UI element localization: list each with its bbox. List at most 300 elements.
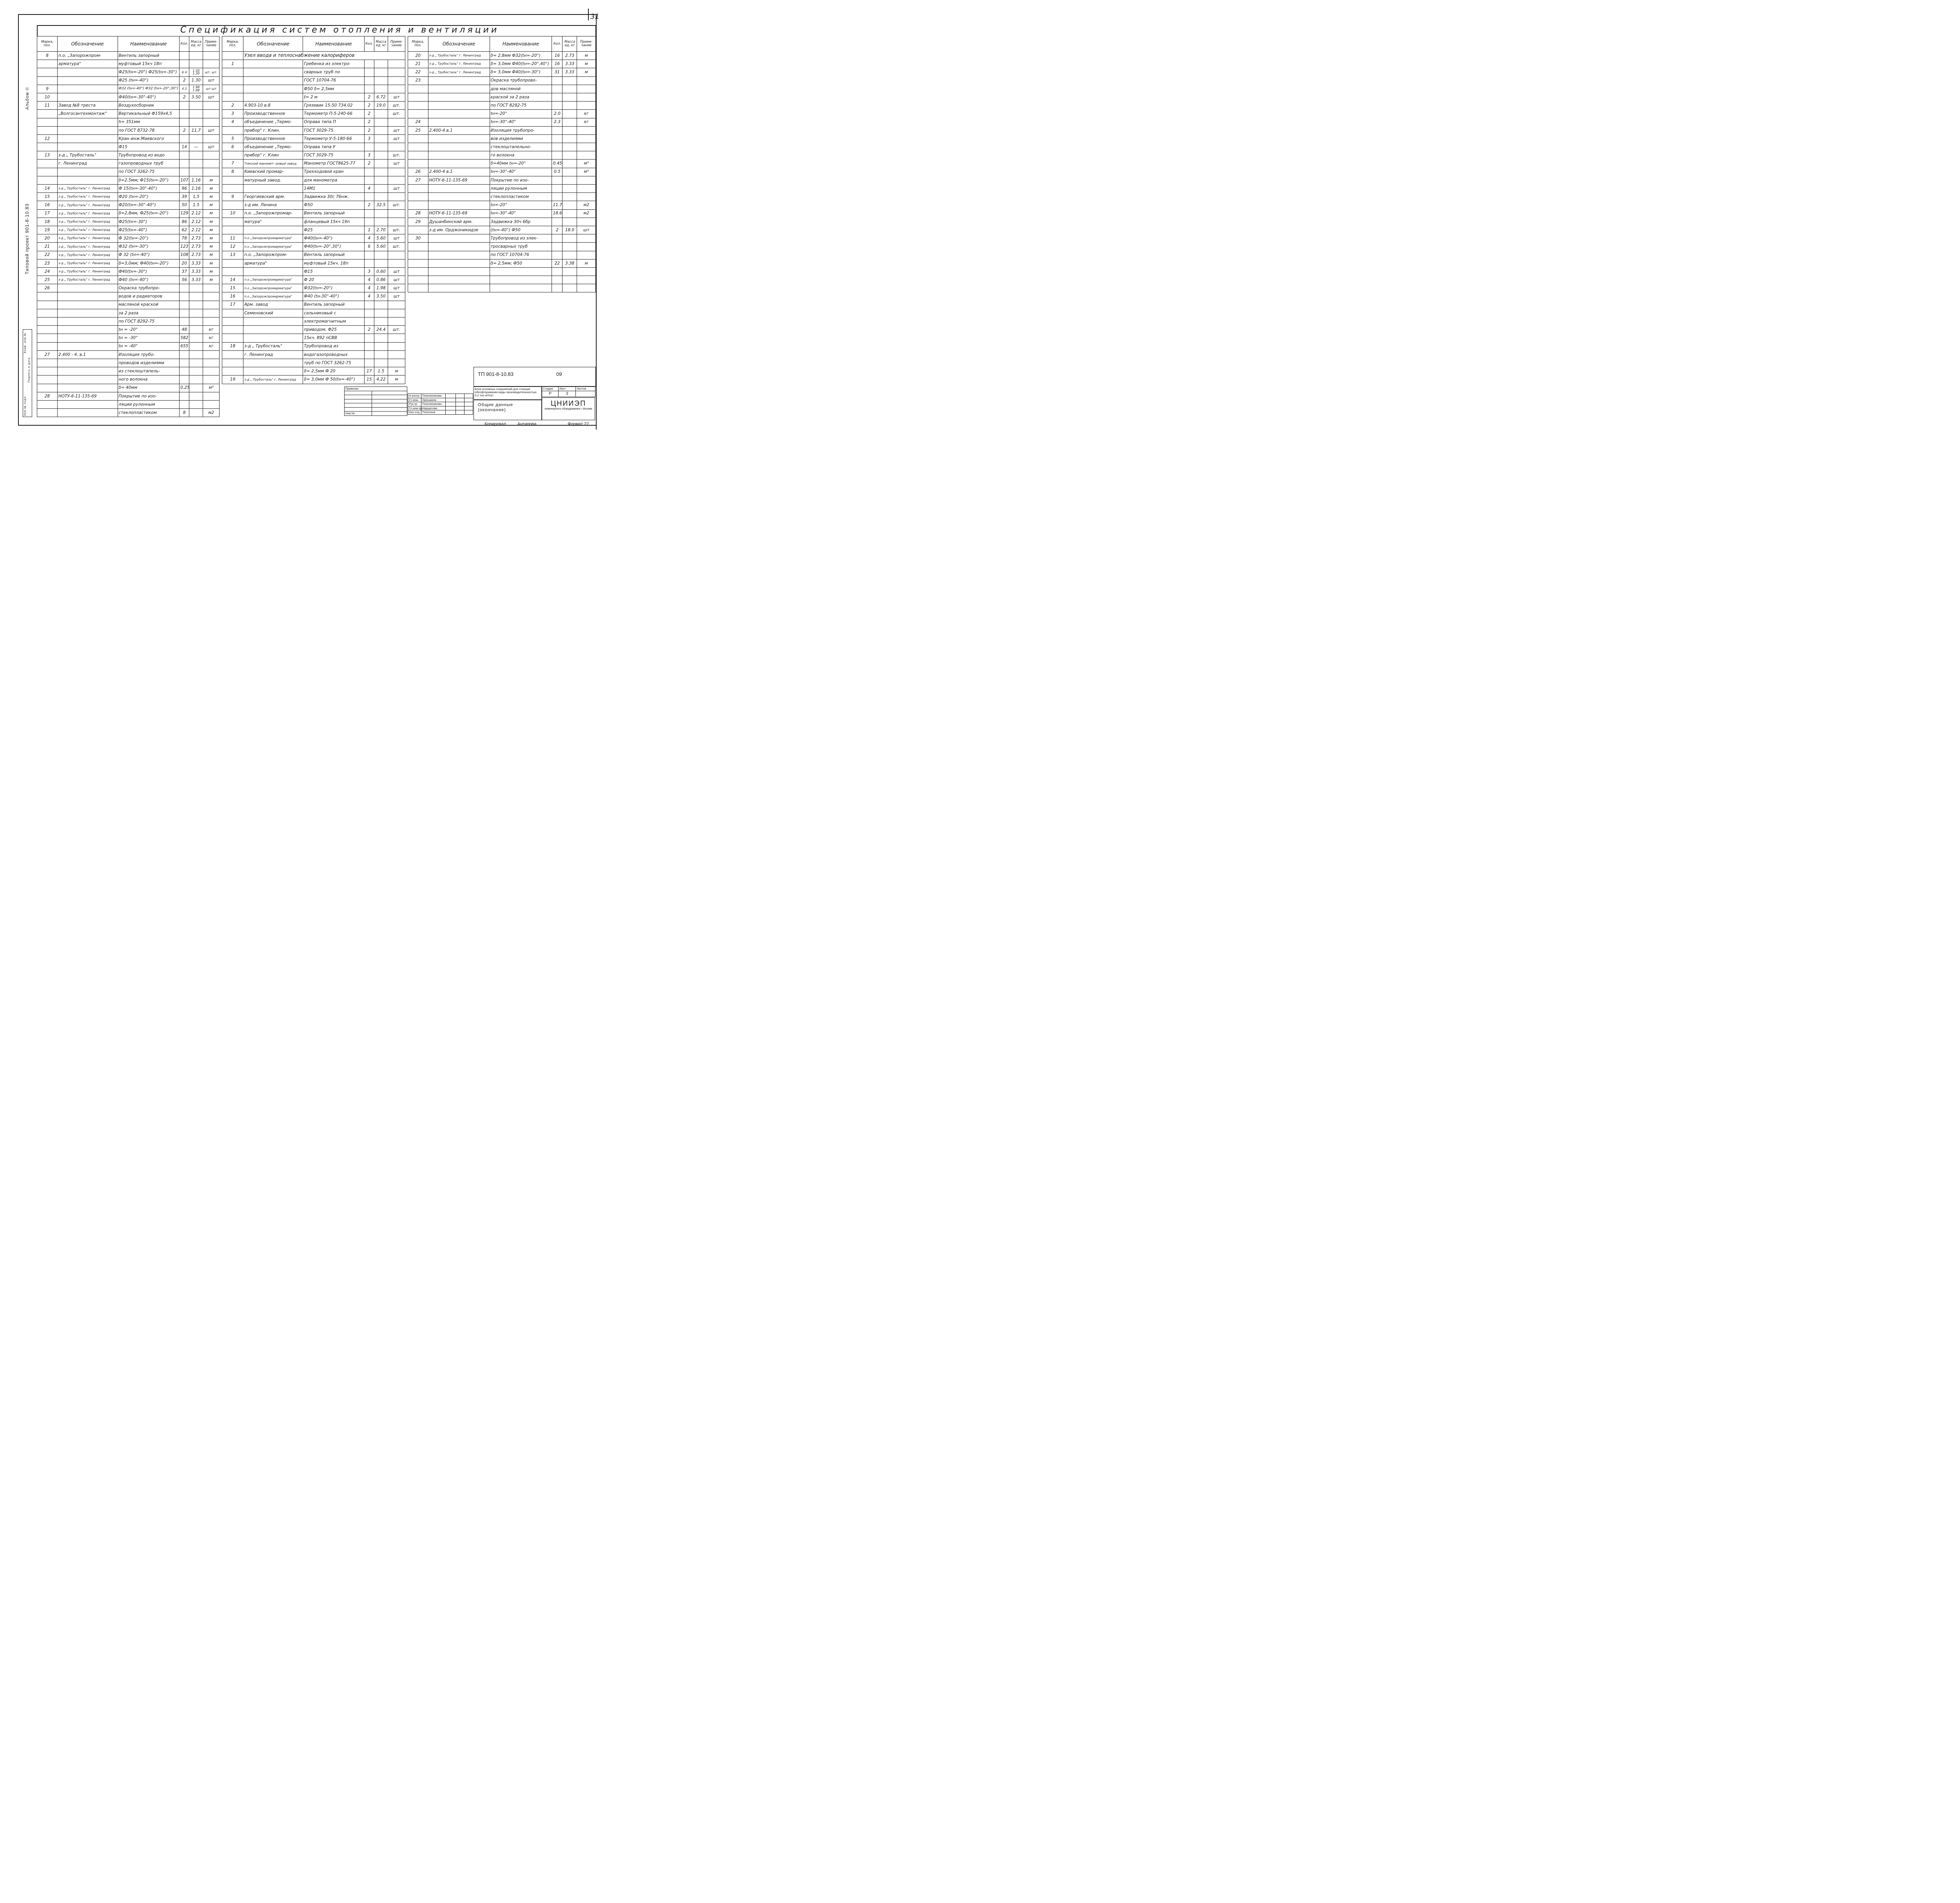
cell-designation: з-д „ Трубосталь" г. Ленинград	[57, 251, 118, 259]
table-row	[37, 392, 220, 400]
cell-name: Окраска трубопрово-	[490, 76, 552, 85]
cell-designation	[57, 134, 118, 143]
cell-mark	[37, 160, 58, 168]
cell-note: шт	[388, 126, 405, 134]
cell-mass: 3.33	[189, 276, 203, 284]
table-row	[37, 151, 220, 160]
cell-designation: НОТУ-6-11-135-69	[428, 209, 490, 218]
cell-qty: 6	[364, 243, 374, 251]
cell-mass: 5.60	[374, 234, 388, 243]
cell-note: кг	[577, 110, 596, 118]
cell-name: Ф 32 (tн=-40°)	[118, 251, 180, 259]
table-row	[222, 134, 405, 143]
table-row	[37, 317, 220, 326]
listov-header: Листов	[576, 387, 595, 391]
cell-designation	[57, 126, 118, 134]
cell-designation: з-д „ Трубосталь" г. Ленинград	[57, 201, 118, 209]
cell-name: по ГОСТ 10704-76	[490, 251, 552, 259]
cell-mass: 1.16	[189, 176, 203, 184]
cell-mark	[222, 151, 243, 160]
cell-designation	[57, 309, 118, 317]
cell-mark: 27	[37, 350, 58, 359]
cell-designation	[428, 267, 490, 276]
cell-note	[388, 68, 405, 76]
cell-mass: —	[189, 143, 203, 151]
spec-table-2	[222, 36, 405, 384]
table-row	[408, 93, 596, 101]
table-row	[37, 143, 220, 151]
cell-name: Ф40(tн=-40°)	[303, 234, 364, 243]
cell-note	[577, 134, 596, 143]
cell-mass	[374, 317, 388, 326]
table-row	[222, 52, 405, 60]
cell-designation: прибор" г. Клин.	[243, 126, 303, 134]
cell-qty: 2	[552, 226, 563, 234]
table-row	[37, 267, 220, 276]
cell-designation	[243, 60, 303, 68]
table-row	[37, 384, 220, 392]
table-row	[408, 259, 596, 267]
cell-note: шт	[388, 134, 405, 143]
cell-mark: 15	[222, 284, 243, 292]
table-row	[37, 301, 220, 309]
cell-mass	[374, 193, 388, 201]
cell-qty: 16	[552, 60, 563, 68]
cell-note: шт.	[388, 243, 405, 251]
table-row	[222, 168, 405, 176]
cell-mark: 20	[408, 52, 428, 60]
stamp-empty-cell	[465, 398, 473, 402]
cell-mark	[37, 168, 58, 176]
cell-mass: 18.0	[563, 226, 577, 234]
cell-name: δ= 2,5мм; Ф50	[490, 259, 552, 267]
cell-note	[203, 367, 220, 376]
cell-note: м	[577, 60, 596, 68]
cell-qty: 62	[180, 226, 189, 234]
cell-designation	[57, 359, 118, 367]
cell-name: ГОСТ 3029-75	[303, 151, 364, 160]
cell-designation	[428, 234, 490, 243]
header-qty: Кол.	[364, 36, 374, 52]
table-row	[408, 68, 596, 76]
cell-designation	[57, 118, 118, 126]
cell-mark: 16	[37, 201, 58, 209]
cell-note: шт	[388, 160, 405, 168]
cell-name: Гребенка из электро-	[303, 60, 364, 68]
cell-mark: 8	[222, 168, 243, 176]
cell-designation: матурный завод.	[243, 176, 303, 184]
cell-note	[577, 284, 596, 292]
table-row	[37, 134, 220, 143]
table-row	[408, 218, 596, 226]
table-row	[37, 276, 220, 284]
cell-name: tн=-30°-40°	[490, 168, 552, 176]
table-row	[37, 409, 220, 417]
cell-mass: 3.33	[563, 68, 577, 76]
cell-name: муфтовый 15кч. 18п	[303, 259, 364, 267]
cell-designation: п.о „Запорожпромарматура"	[243, 284, 303, 292]
cell-note	[203, 309, 220, 317]
cell-note: кг	[203, 334, 220, 342]
cell-mark: 2	[222, 102, 243, 110]
cell-qty	[180, 52, 189, 60]
cell-qty	[552, 93, 563, 101]
table-row	[222, 292, 405, 301]
cell-mass	[189, 350, 203, 359]
cell-designation: п.о „Запорожпромарматура"	[243, 243, 303, 251]
table-row	[222, 151, 405, 160]
cell-name: по ГОСТ 8292-75	[490, 102, 552, 110]
cell-name: труб по ГОСТ 3262-75	[303, 359, 364, 367]
cell-name: масляной краской	[118, 301, 180, 309]
cell-designation	[57, 143, 118, 151]
cell-mark	[37, 118, 58, 126]
cell-name: ляции рулонным	[118, 400, 180, 408]
cell-name: Ф25(tн=-30°)	[118, 218, 180, 226]
cell-designation: з-д „ Трубосталь" г. Ленинград	[428, 60, 490, 68]
cell-name: Оправа типа П	[303, 118, 364, 126]
cell-qty	[364, 209, 374, 218]
cell-mark	[37, 384, 58, 392]
cell-name: по ГОСТ 8732-78	[118, 126, 180, 134]
spec-table-1	[37, 36, 220, 417]
project-side-label: Типовой проект 901-8-10.83	[24, 203, 30, 274]
cell-mass: 2.73	[563, 52, 577, 60]
cell-mass	[374, 168, 388, 176]
cell-note	[577, 176, 596, 184]
cell-qty: 2	[364, 201, 374, 209]
cell-qty: 0.45	[552, 160, 563, 168]
cell-qty	[364, 301, 374, 309]
cell-mark: 19	[222, 376, 243, 384]
cell-name: Ф15	[118, 143, 180, 151]
cell-designation: Узел ввода и теплоснабжение калориферов	[243, 52, 405, 60]
cell-note	[203, 60, 220, 68]
stamp-role: Н.контр.	[408, 394, 421, 398]
cell-note: м	[577, 52, 596, 60]
cell-qty	[180, 102, 189, 110]
cell-mass	[189, 151, 203, 160]
cell-name: (tн=-40°) Ф50	[490, 226, 552, 234]
cell-note: м	[203, 209, 220, 218]
cell-mark: 29	[408, 218, 428, 226]
cell-qty: 2	[180, 76, 189, 85]
cell-name: Задвижка 30с 76нж.	[303, 193, 364, 201]
cell-note	[203, 392, 220, 400]
table-row	[37, 85, 220, 93]
cell-mass	[374, 209, 388, 218]
cell-mass	[189, 359, 203, 367]
table-row	[408, 134, 596, 143]
cell-designation	[428, 93, 490, 101]
cell-mark	[222, 126, 243, 134]
cell-name: электромагнитным	[303, 317, 364, 326]
stamp-role-row	[408, 394, 473, 398]
frame-left	[18, 14, 19, 426]
table-row	[222, 68, 405, 76]
cell-note	[203, 110, 220, 118]
cell-mark: 20	[37, 234, 58, 243]
cell-designation	[428, 251, 490, 259]
cell-mass	[189, 292, 203, 301]
cell-designation: з-д „ Трубосталь"	[243, 342, 303, 350]
stamp-empty-cell	[456, 406, 465, 410]
cell-qty	[364, 60, 374, 68]
cell-name: Ф50 δ= 2,5мм	[303, 85, 364, 93]
cell-name: для манометра	[303, 176, 364, 184]
cell-mass	[189, 52, 203, 60]
cell-mass	[374, 359, 388, 367]
cell-name: муфтовый 15кч 18п	[118, 60, 180, 68]
stamp-role: Рук.гр.	[408, 402, 421, 406]
cell-qty	[364, 68, 374, 76]
cell-name	[490, 284, 552, 292]
cell-designation: з-д им. Ленина	[243, 201, 303, 209]
table-row	[37, 209, 220, 218]
cell-qty	[364, 85, 374, 93]
cell-designation: з-д им. Орджоникидзе	[428, 226, 490, 234]
cell-name: Ф 20	[303, 276, 364, 284]
header-note: Приме- чание	[577, 36, 596, 52]
cell-designation: Томский маномет- ровый завод	[243, 160, 303, 168]
cell-mass	[563, 85, 577, 93]
cell-name: tн=-30°-40°	[490, 118, 552, 126]
cell-mass: 3.50	[189, 93, 203, 101]
list-header: Лист	[559, 387, 576, 391]
cell-mass	[374, 76, 388, 85]
cell-note	[203, 292, 220, 301]
cell-mass: 11,7	[189, 126, 203, 134]
table-row	[222, 193, 405, 201]
cell-name: δ= 3,0мм Ф 50(tн=-40°)	[303, 376, 364, 384]
cell-qty: 22	[552, 259, 563, 267]
cell-designation: з-д „ Трубосталь" г. Ленинград	[57, 209, 118, 218]
stadia-value: Р	[542, 391, 559, 397]
cell-note	[577, 267, 596, 276]
cell-name: tн = -40°	[118, 342, 180, 350]
cell-mass	[189, 60, 203, 68]
copier-name: Антипова	[517, 422, 537, 426]
cell-name: tн=-20°	[490, 110, 552, 118]
cell-qty: 3	[364, 267, 374, 276]
cell-mass: 2.12	[189, 209, 203, 218]
cell-qty: 11.7	[552, 201, 563, 209]
cell-mass	[563, 102, 577, 110]
cell-mass	[563, 209, 577, 218]
cell-note: шт шт	[203, 85, 220, 93]
cell-name: Кран инж.Маевского	[118, 134, 180, 143]
cell-name: Ф40(tн=-30°-40°)	[118, 93, 180, 101]
cell-mass: 4.22	[374, 376, 388, 384]
cell-name: Ф32(tн=-20°)	[303, 284, 364, 292]
cell-mark	[222, 201, 243, 209]
table-row	[222, 367, 405, 376]
table-row	[408, 284, 596, 292]
cell-mark: 9	[37, 85, 58, 93]
cell-name: ГОСТ 3029-75	[303, 126, 364, 134]
cell-mark: 22	[408, 68, 428, 76]
table-row	[37, 376, 220, 384]
cell-mass: 1.98	[374, 284, 388, 292]
cell-name: Покрытие по изо-	[490, 176, 552, 184]
table-row	[222, 350, 405, 359]
cell-qty: 2	[364, 160, 374, 168]
cell-mark	[37, 334, 58, 342]
cell-qty: 2.0	[552, 110, 563, 118]
cell-name: стеклопластиком	[118, 409, 180, 417]
cell-name: Ф25(tн=-40°)	[118, 226, 180, 234]
cell-qty: 14	[180, 143, 189, 151]
cell-name: Покрытие по изо-	[118, 392, 180, 400]
table-row	[37, 309, 220, 317]
cell-name: Изоляция трубопро-	[490, 126, 552, 134]
header-name: Наименование	[118, 36, 180, 52]
cell-note	[203, 168, 220, 176]
cell-name: Ф40(tн=-30°)	[118, 267, 180, 276]
cell-mark	[408, 243, 428, 251]
cell-qty: 1	[364, 226, 374, 234]
cell-mass: 6.72	[374, 93, 388, 101]
cell-name: Оправа типа У	[303, 143, 364, 151]
table-row	[408, 201, 596, 209]
cell-qty	[552, 234, 563, 243]
cell-note: шт	[388, 234, 405, 243]
cell-designation: п.о. „Запорожпром-	[57, 52, 118, 60]
cell-mark: 9	[222, 193, 243, 201]
table-row	[408, 267, 596, 276]
cell-mark: 3	[222, 110, 243, 118]
cell-mark	[37, 68, 58, 76]
cell-name: Окраска трубопро-	[118, 284, 180, 292]
cell-qty: 2	[364, 126, 374, 134]
table-row	[408, 52, 596, 60]
cell-name: водов и радиаторов	[118, 292, 180, 301]
cell-mass	[189, 392, 203, 400]
cell-note: м³	[577, 168, 596, 176]
cell-mark	[408, 226, 428, 234]
cell-mark: 28	[408, 209, 428, 218]
stamp-role-row	[408, 406, 473, 410]
cell-mark	[408, 267, 428, 276]
cell-mark	[408, 276, 428, 284]
cell-qty: 17	[364, 367, 374, 376]
cell-note	[388, 342, 405, 350]
cell-mark	[408, 102, 428, 110]
table-row	[408, 193, 596, 201]
cell-mass	[189, 301, 203, 309]
cell-note: шт.	[388, 110, 405, 118]
cell-qty	[180, 359, 189, 367]
stamp-person: Платинникова	[421, 402, 446, 406]
cell-qty	[180, 110, 189, 118]
cell-note: шт	[388, 292, 405, 301]
cell-note: шт.	[388, 102, 405, 110]
left-stamp-inv: Инв.№ подл.	[24, 395, 27, 416]
cell-designation	[243, 334, 303, 342]
cell-qty: 6 4	[180, 68, 189, 76]
cell-mark: 28	[37, 392, 58, 400]
header-designation: Обозначение	[428, 36, 490, 52]
table-row	[222, 267, 405, 276]
cell-qty	[552, 185, 563, 193]
stamp-role-row	[408, 402, 473, 406]
cell-mass: 19.0	[374, 102, 388, 110]
table-row	[222, 226, 405, 234]
cell-designation: з-д „ Трубосталь" г. Ленинград	[57, 226, 118, 234]
stamp-empty-cell	[456, 402, 465, 406]
cell-qty	[180, 309, 189, 317]
cell-qty	[364, 143, 374, 151]
table-row	[408, 143, 596, 151]
cell-designation	[57, 334, 118, 342]
header-note: Приме- чание	[203, 36, 220, 52]
table-row	[222, 284, 405, 292]
cell-note: шт	[388, 276, 405, 284]
cell-note	[388, 209, 405, 218]
cell-note: шт	[203, 126, 220, 134]
cell-note: м	[203, 251, 220, 259]
cell-note	[203, 350, 220, 359]
cell-designation: НОТУ-6-11-135-69	[57, 392, 118, 400]
cell-mark: 25	[408, 126, 428, 134]
cell-designation: НОТУ-6-11-135-69	[428, 176, 490, 184]
table-row	[222, 126, 405, 134]
cell-qty: 2	[364, 118, 374, 126]
cell-mark	[408, 143, 428, 151]
cell-mark	[37, 301, 58, 309]
cell-designation: з-д „ Трубосталь" г. Ленинград	[57, 234, 118, 243]
cell-mark: 25	[37, 276, 58, 284]
cell-name: Ф25(tн=-20°) Ф25(tн=-30°)	[118, 68, 180, 76]
table-row	[222, 118, 405, 126]
cell-note: м	[203, 176, 220, 184]
cell-mass	[189, 160, 203, 168]
cell-note	[203, 359, 220, 367]
cell-name: Вентиль запорный	[303, 251, 364, 259]
cell-designation	[57, 384, 118, 392]
cell-qty: 655	[180, 342, 189, 350]
cell-mark	[408, 201, 428, 209]
cell-mark	[37, 110, 58, 118]
header-designation: Обозначение	[243, 36, 303, 52]
cell-designation	[428, 143, 490, 151]
cell-note	[388, 334, 405, 342]
table-row	[37, 334, 220, 342]
cell-name: Воздухосборник	[118, 102, 180, 110]
cell-name: проводов изделиями	[118, 359, 180, 367]
cell-designation: п.о „Запорожпромарматура"	[243, 292, 303, 301]
table-row	[408, 251, 596, 259]
cell-name: Задвижка 30ч 6бр	[490, 218, 552, 226]
cell-mass: 3.33	[189, 259, 203, 267]
cell-mark: 21	[408, 60, 428, 68]
table-row	[222, 143, 405, 151]
cell-designation	[57, 85, 118, 93]
cell-mark	[37, 60, 58, 68]
cell-designation: Производственное	[243, 110, 303, 118]
cell-qty	[180, 400, 189, 408]
cell-designation: з-д „ Трубосталь" г. Ленинград	[57, 243, 118, 251]
inv-label: Инв.№	[345, 412, 372, 416]
cell-mass	[189, 376, 203, 384]
table-row	[408, 76, 596, 85]
cell-note	[388, 350, 405, 359]
cell-designation: Арм. завод	[243, 301, 303, 309]
cell-mass	[563, 201, 577, 209]
cell-mark	[222, 93, 243, 101]
cell-name: Ф40 (tн-30°-40°)	[303, 292, 364, 301]
cell-designation	[428, 134, 490, 143]
